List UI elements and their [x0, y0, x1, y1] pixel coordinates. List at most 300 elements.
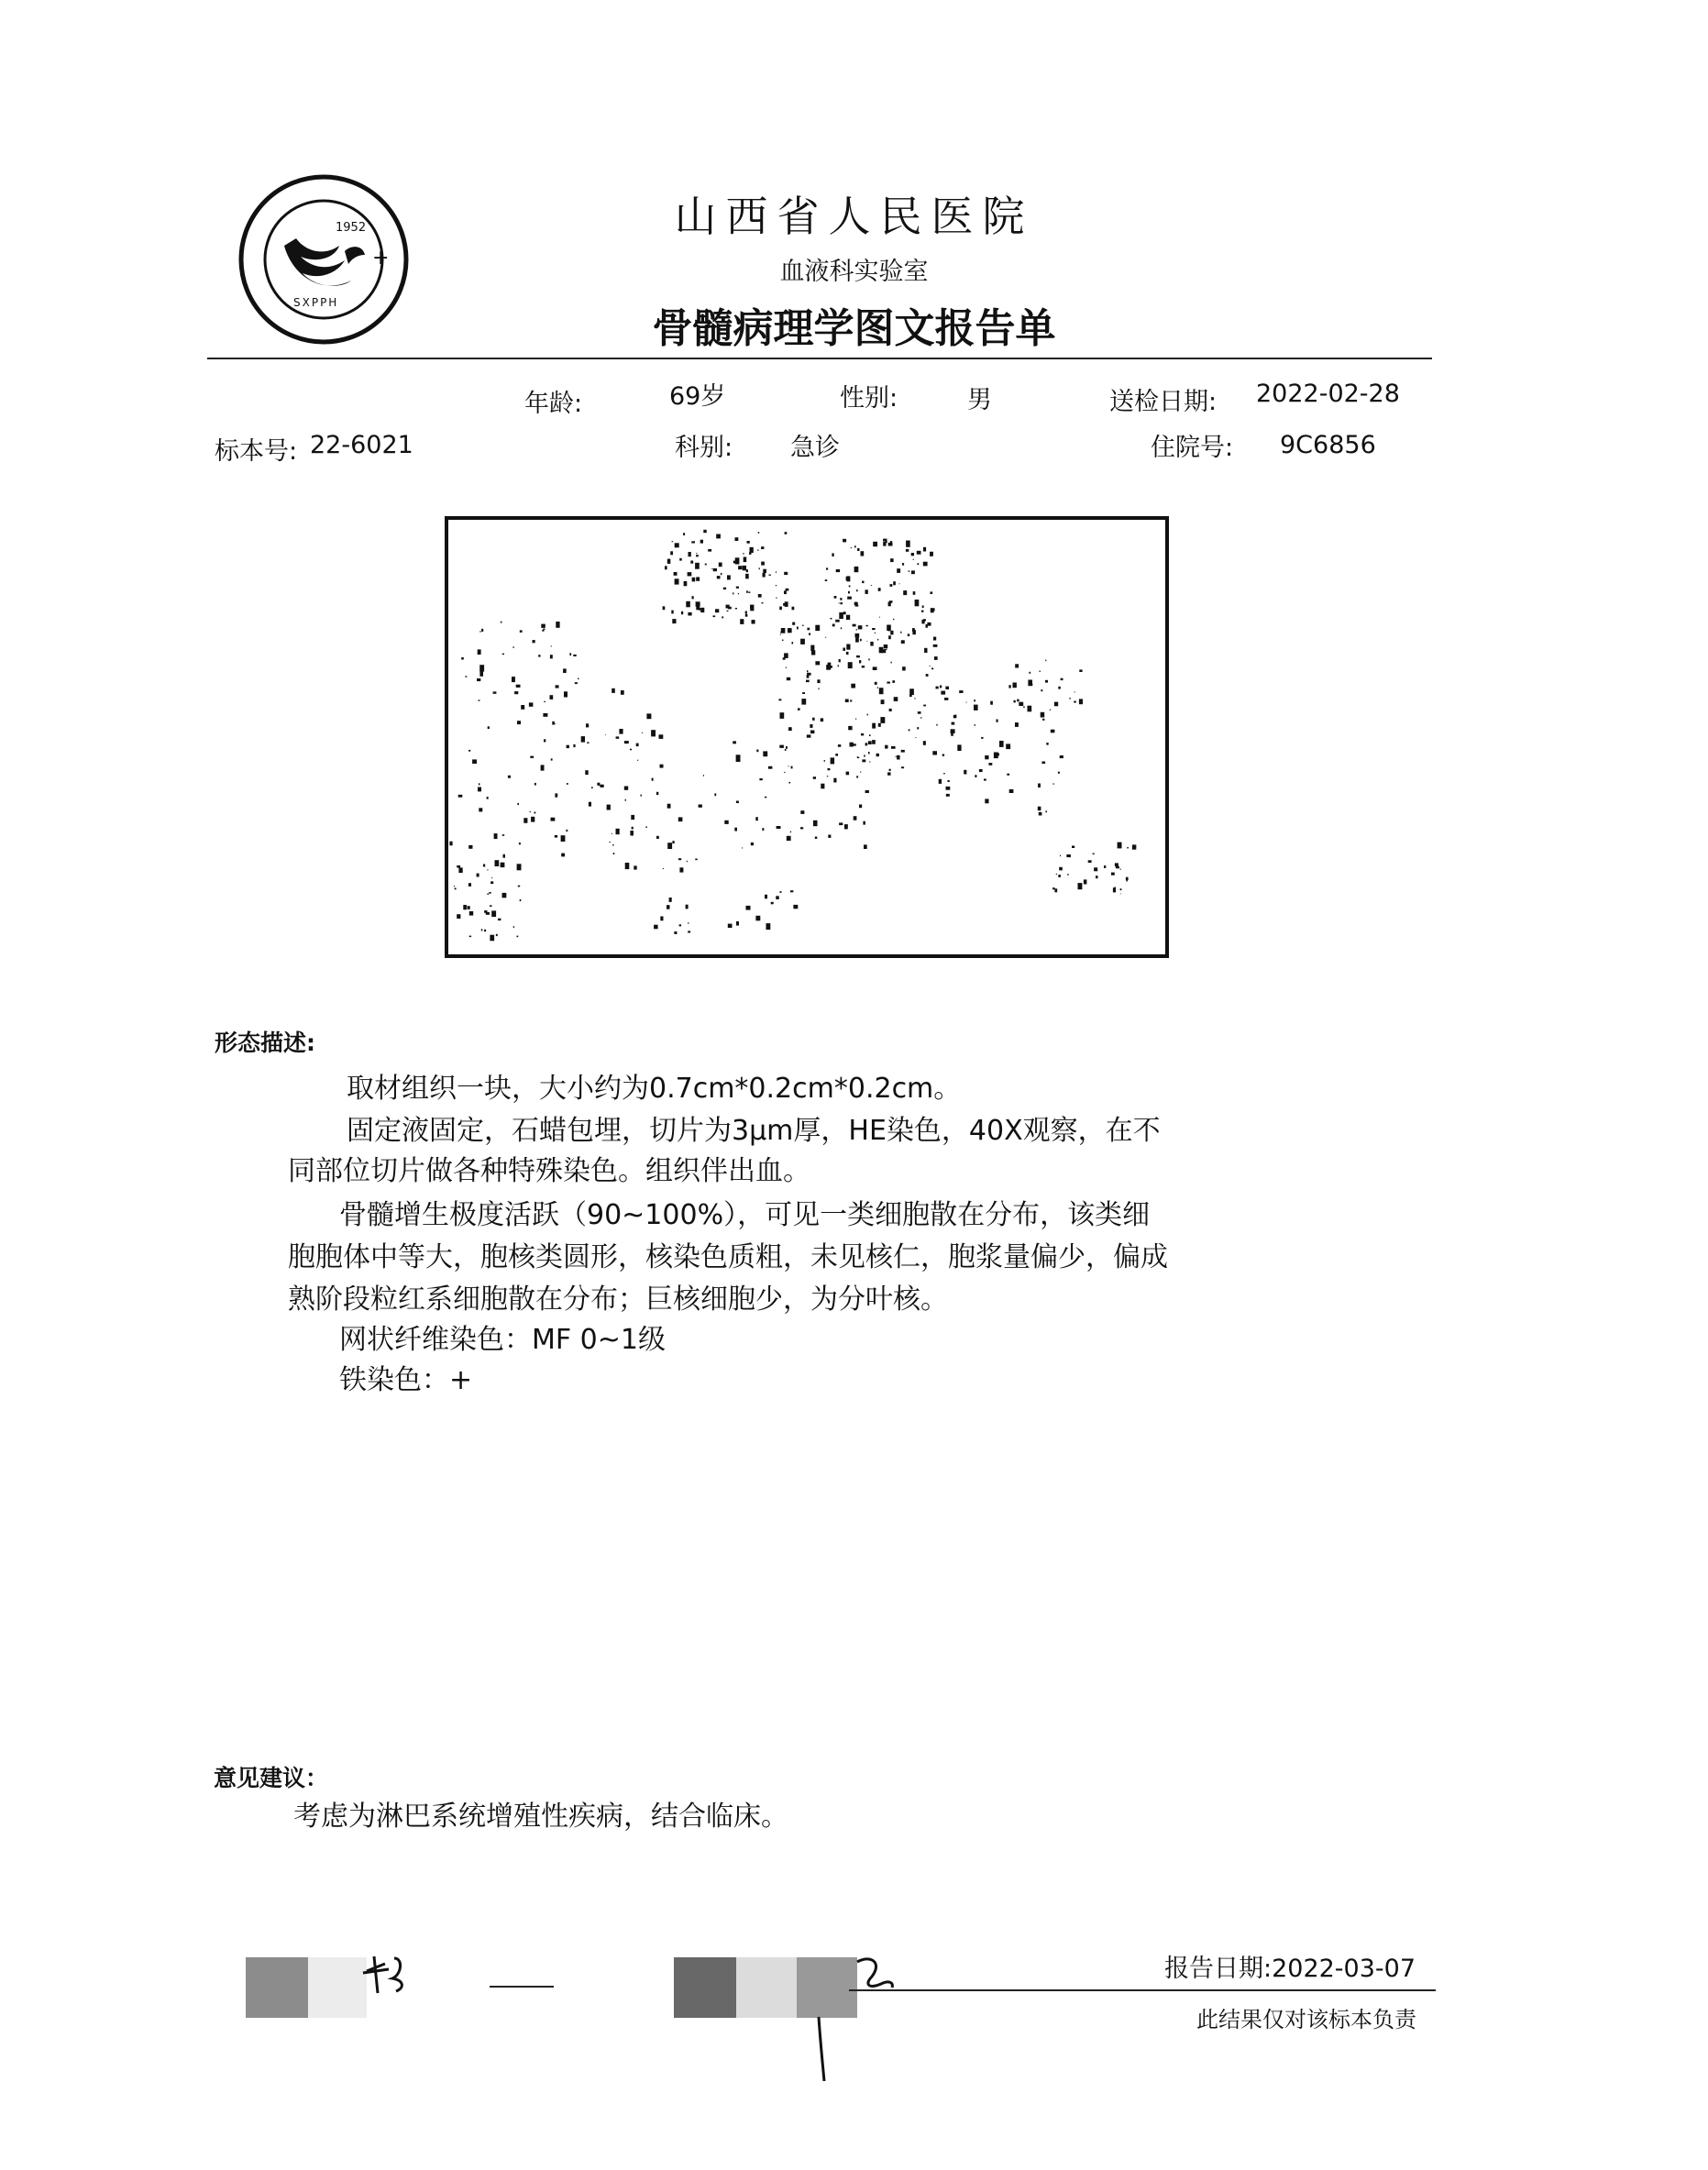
- speckle-mark: [854, 545, 856, 547]
- speckle-mark: [625, 863, 630, 869]
- speckle-mark: [586, 723, 589, 727]
- speckle-mark: [888, 543, 893, 546]
- speckle-mark: [944, 698, 948, 700]
- speckle-mark: [1069, 698, 1070, 699]
- speckle-mark: [908, 633, 909, 636]
- speckle-mark: [903, 590, 907, 595]
- speckle-mark: [1120, 869, 1121, 870]
- speckle-mark: [479, 808, 482, 811]
- age-label: 年龄:: [524, 390, 583, 418]
- speckle-mark: [544, 701, 545, 702]
- speckle-mark: [899, 583, 900, 584]
- speckle-mark: [688, 572, 692, 576]
- speckle-mark: [589, 802, 591, 807]
- speckle-mark: [817, 626, 820, 629]
- speckle-mark: [933, 637, 936, 641]
- speckle-mark: [847, 576, 851, 581]
- speckle-mark: [893, 619, 894, 621]
- speckle-mark: [517, 803, 519, 805]
- speckle-mark: [675, 543, 679, 547]
- speckle-mark: [1006, 744, 1010, 749]
- speckle-mark: [755, 916, 760, 921]
- speckle-mark: [681, 611, 683, 614]
- speckle-mark: [1014, 700, 1016, 703]
- speckle-mark: [478, 788, 481, 792]
- speckle-mark: [838, 744, 841, 747]
- speckle-mark: [531, 817, 534, 822]
- speckle-mark: [927, 622, 931, 626]
- speckle-mark: [931, 668, 933, 670]
- speckle-mark: [1038, 807, 1041, 810]
- speckle-mark: [721, 573, 722, 575]
- speckle-mark: [758, 594, 762, 598]
- speckle-mark: [1111, 873, 1115, 876]
- speckle-mark: [951, 733, 953, 736]
- speckle-mark: [893, 581, 896, 585]
- speckle-mark: [449, 842, 452, 846]
- speckle-mark: [984, 779, 986, 781]
- speckle-mark: [469, 936, 471, 938]
- speckle-mark: [493, 691, 497, 693]
- speckle-mark: [873, 666, 877, 670]
- dept-value: 急诊: [790, 434, 840, 462]
- speckle-mark: [921, 611, 923, 612]
- speckle-mark: [849, 586, 851, 588]
- speckle-mark: [573, 744, 575, 747]
- speckle-mark: [797, 627, 799, 630]
- speckle-mark: [621, 690, 624, 695]
- speckle-mark: [890, 584, 893, 587]
- speckle-mark: [458, 867, 462, 873]
- speckle-mark: [551, 646, 552, 647]
- speckle-mark: [941, 691, 945, 695]
- speckle-mark: [843, 648, 845, 651]
- speckle-mark: [848, 591, 850, 594]
- speckle-mark: [454, 886, 455, 887]
- speckle-mark: [821, 784, 824, 789]
- speckle-mark: [933, 644, 938, 647]
- speckle-mark: [1028, 706, 1032, 712]
- speckle-mark: [781, 628, 786, 633]
- speckle-mark: [867, 714, 868, 716]
- speckle-mark: [911, 570, 915, 574]
- speckle-mark: [884, 644, 888, 648]
- speckle-mark: [792, 607, 795, 611]
- speckle-mark: [490, 935, 494, 942]
- speckle-mark: [502, 654, 504, 655]
- speckle-mark: [691, 541, 695, 543]
- speckle-mark: [841, 627, 842, 629]
- speckle-mark: [478, 649, 481, 655]
- speckle-mark: [1058, 772, 1060, 774]
- speckle-mark: [900, 632, 901, 633]
- speckle-mark: [567, 783, 568, 785]
- speckle-mark: [479, 699, 480, 700]
- dept-label: 科别:: [675, 434, 733, 462]
- speckle-mark: [518, 886, 520, 887]
- speckle-mark: [533, 640, 535, 643]
- speckle-mark: [784, 572, 788, 575]
- morphology-paragraph: 骨髓增生极度活跃（90~100%），可见一类细胞散在分布，该类细: [339, 1199, 1151, 1231]
- speckle-mark: [479, 631, 481, 632]
- speckle-mark: [652, 778, 654, 781]
- speckle-mark: [861, 551, 865, 556]
- speckle-mark: [1009, 789, 1014, 793]
- speckle-mark: [689, 552, 691, 556]
- speckle-mark: [692, 578, 696, 582]
- speckle-mark: [758, 532, 760, 534]
- speckle-mark: [688, 922, 689, 923]
- speckle-mark: [501, 622, 502, 623]
- speckle-mark: [800, 639, 805, 644]
- speckle-mark: [1079, 699, 1083, 704]
- morphology-paragraph: 熟阶段粒红系细胞散在分布；巨核细胞少，为分叶核。: [288, 1283, 948, 1316]
- speckle-mark: [1054, 888, 1057, 892]
- speckle-mark: [776, 598, 777, 599]
- speckle-mark: [788, 628, 792, 633]
- speckle-mark: [923, 562, 928, 567]
- opinion-label: 意见建议：: [214, 1765, 329, 1791]
- speckle-mark: [517, 864, 522, 870]
- speckle-mark: [863, 821, 865, 825]
- speckle-mark: [896, 756, 898, 757]
- speckle-mark: [646, 713, 651, 719]
- speckle-mark: [912, 630, 916, 634]
- speckle-mark: [1045, 680, 1048, 683]
- speckle-mark: [846, 615, 850, 620]
- speckle-mark: [745, 574, 749, 579]
- speckle-mark: [807, 670, 808, 672]
- speckle-mark: [541, 765, 545, 770]
- speckle-mark: [575, 682, 578, 684]
- speckle-mark: [719, 563, 722, 567]
- speckle-mark: [613, 853, 615, 854]
- speckle-mark: [742, 848, 743, 849]
- speckle-mark: [1084, 879, 1087, 884]
- speckle-mark: [490, 881, 493, 884]
- speckle-mark: [926, 674, 929, 677]
- speckle-mark: [486, 912, 490, 915]
- speckle-mark: [787, 677, 790, 680]
- speckle-mark: [894, 697, 898, 701]
- speckle-mark: [887, 772, 890, 775]
- speckle-mark: [885, 745, 887, 749]
- speckle-mark: [552, 721, 555, 725]
- speckle-mark: [690, 561, 693, 564]
- speckle-mark: [825, 637, 826, 638]
- speckle-mark: [495, 860, 500, 866]
- speckle-mark: [752, 620, 755, 623]
- speckle-mark: [826, 665, 831, 670]
- speckle-mark: [1096, 876, 1098, 878]
- speckle-mark: [747, 541, 750, 544]
- speckle-mark: [862, 759, 865, 762]
- speckle-mark: [736, 921, 739, 926]
- speckle-mark: [1013, 683, 1017, 688]
- speckle-mark: [563, 668, 567, 673]
- speckle-mark: [985, 799, 988, 803]
- speckle-mark: [517, 936, 519, 938]
- speckle-mark: [477, 678, 480, 681]
- specimen-value: 22-6021: [310, 431, 413, 459]
- speckle-mark: [736, 755, 741, 762]
- speckle-mark: [1120, 888, 1122, 890]
- speckle-mark: [711, 568, 712, 569]
- speckle-mark: [534, 812, 536, 814]
- speckle-mark: [877, 687, 878, 688]
- speckle-mark: [600, 785, 603, 788]
- speckle-mark: [860, 772, 861, 773]
- speckle-mark: [909, 571, 910, 572]
- speckle-mark: [946, 787, 951, 790]
- speckle-mark: [724, 821, 728, 824]
- speckle-mark: [477, 874, 479, 877]
- speckle-mark: [878, 723, 881, 727]
- speckle-mark: [833, 778, 836, 783]
- speckle-mark: [746, 906, 751, 910]
- speckle-mark: [674, 931, 677, 934]
- speckle-mark: [735, 537, 739, 541]
- speckle-mark: [897, 568, 900, 573]
- speckle-mark: [807, 734, 811, 737]
- speckle-mark: [975, 775, 976, 777]
- speckle-mark: [1039, 812, 1042, 816]
- speckle-mark: [909, 688, 914, 695]
- speckle-mark: [855, 719, 856, 720]
- speckle-mark: [656, 792, 658, 795]
- speckle-mark: [835, 754, 838, 756]
- speckle-mark: [672, 619, 676, 623]
- speckle-mark: [520, 899, 522, 901]
- speckle-mark: [479, 783, 480, 785]
- speckle-mark: [826, 567, 828, 569]
- speckle-mark: [463, 905, 467, 909]
- speckle-mark: [864, 844, 867, 849]
- speckle-mark: [630, 831, 634, 836]
- speckle-mark: [551, 758, 553, 760]
- speckle-mark: [873, 542, 877, 546]
- speckle-mark: [815, 661, 820, 665]
- speckle-mark: [906, 549, 909, 552]
- speckle-mark: [940, 686, 942, 688]
- report-date: 报告日期:2022-03-07: [1164, 1955, 1416, 1983]
- speckle-mark: [815, 837, 818, 840]
- speckle-mark: [915, 600, 920, 606]
- speckle-mark: [663, 868, 664, 869]
- speckle-mark: [776, 571, 777, 572]
- speckle-mark: [491, 910, 496, 917]
- speckle-mark: [952, 722, 955, 725]
- speckle-mark: [869, 762, 870, 763]
- seal-year: 1952: [336, 221, 367, 235]
- speckle-mark: [483, 865, 485, 867]
- speckle-mark: [843, 539, 846, 543]
- speckle-mark: [1030, 684, 1032, 686]
- speckle-mark: [651, 730, 656, 736]
- speckle-mark: [802, 625, 803, 626]
- morphology-label: 形态描述:: [215, 1030, 315, 1056]
- speckle-mark: [1007, 774, 1009, 776]
- speckle-mark: [765, 895, 767, 899]
- speckle-mark: [501, 863, 505, 867]
- speckle-mark: [669, 898, 672, 902]
- speckle-mark: [766, 923, 771, 930]
- svg-text:+: +: [372, 247, 390, 270]
- speckle-mark: [736, 801, 739, 804]
- speckle-mark: [790, 890, 793, 892]
- speckle-mark: [1052, 887, 1054, 889]
- speckle-mark: [771, 902, 774, 905]
- speckle-mark: [862, 581, 864, 584]
- speckle-mark: [827, 776, 829, 777]
- speckle-mark: [472, 759, 477, 764]
- speckle-mark: [513, 926, 514, 928]
- speckle-mark: [514, 691, 518, 694]
- speckle-mark: [778, 699, 781, 700]
- speckle-mark: [457, 914, 460, 919]
- speckle-mark: [909, 729, 910, 731]
- speckle-mark: [512, 677, 515, 682]
- speckle-mark: [807, 673, 811, 676]
- speckle-mark: [888, 601, 891, 606]
- speckle-mark: [825, 579, 828, 581]
- speckle-mark: [762, 828, 764, 831]
- speckle-mark: [455, 888, 457, 890]
- speckle-mark: [1058, 875, 1061, 877]
- speckle-mark: [864, 755, 865, 756]
- speckle-mark: [930, 552, 933, 556]
- speckle-mark: [865, 743, 868, 745]
- speckle-mark: [502, 893, 507, 898]
- speckle-mark: [616, 829, 620, 834]
- speckle-mark: [637, 760, 638, 761]
- speckle-mark: [487, 797, 489, 799]
- speckle-mark: [686, 905, 689, 909]
- speckle-mark: [943, 773, 945, 774]
- speckle-mark: [733, 741, 736, 744]
- speckle-mark: [959, 690, 963, 693]
- speckle-mark: [550, 655, 553, 658]
- speckle-mark: [855, 633, 860, 638]
- speckle-mark: [457, 865, 460, 868]
- speckle-mark: [735, 608, 737, 609]
- speckle-mark: [660, 765, 664, 768]
- speckle-mark: [763, 751, 767, 756]
- department-name: 血液科实验室: [779, 258, 929, 286]
- speckle-mark: [997, 720, 998, 722]
- speckle-mark: [839, 822, 843, 825]
- speckle-mark: [851, 684, 855, 688]
- speckle-mark: [844, 824, 848, 829]
- speckle-mark: [800, 827, 803, 829]
- speckle-mark: [743, 566, 746, 570]
- morphology-paragraph: 取材组织一块，大小约为0.7cm*0.2cm*0.2cm。: [347, 1073, 962, 1105]
- speckle-mark: [858, 757, 860, 758]
- speckle-mark: [542, 630, 544, 632]
- speckle-mark: [561, 835, 566, 842]
- speckle-mark: [1060, 855, 1061, 856]
- speckle-mark: [890, 558, 894, 562]
- redaction-block: [736, 1957, 797, 2018]
- speckle-mark: [705, 564, 707, 566]
- speckle-mark: [692, 596, 694, 599]
- speckle-mark: [1126, 877, 1129, 880]
- speckle-mark: [713, 568, 717, 571]
- inpatient-value: 9C6856: [1280, 431, 1376, 459]
- speckle-mark: [901, 640, 905, 644]
- speckle-mark: [534, 783, 536, 786]
- speckle-mark: [1074, 692, 1075, 693]
- speckle-mark: [791, 766, 793, 769]
- speckle-mark: [745, 611, 747, 614]
- speckle-mark: [845, 699, 849, 703]
- speckle-mark: [1045, 660, 1046, 662]
- speckle-mark: [1113, 887, 1116, 892]
- speckle-mark: [840, 602, 843, 604]
- speckle-mark: [757, 550, 759, 551]
- speckle-mark: [990, 701, 993, 705]
- speckle-mark: [686, 601, 690, 608]
- speckle-mark: [1046, 810, 1047, 812]
- speckle-mark: [988, 763, 992, 766]
- speckle-mark: [865, 589, 868, 594]
- speckle-mark: [587, 742, 589, 744]
- speckle-mark: [461, 657, 464, 660]
- speckle-mark: [722, 616, 723, 618]
- speckle-mark: [468, 750, 470, 752]
- speckle-mark: [964, 770, 966, 775]
- speckle-mark: [974, 699, 975, 701]
- speckle-mark: [839, 603, 840, 604]
- speckle-mark: [866, 625, 868, 627]
- reticulin-stain-result: 网状纤维染色：MF 0~1级: [339, 1324, 666, 1356]
- speckle-mark: [738, 566, 743, 569]
- age-value: 69岁: [669, 382, 726, 411]
- speckle-mark: [1127, 847, 1129, 848]
- speckle-mark: [923, 705, 926, 707]
- speckle-mark: [667, 804, 671, 809]
- speckle-mark: [750, 547, 754, 553]
- speckle-mark: [885, 541, 887, 543]
- sex-value: 男: [967, 386, 992, 414]
- speckle-mark: [1067, 874, 1068, 876]
- iron-stain-result: 铁染色：+: [339, 1364, 473, 1396]
- speckle-mark: [1054, 702, 1058, 707]
- speckle-mark: [872, 628, 876, 630]
- speckle-mark: [883, 539, 887, 542]
- speckle-mark: [667, 843, 672, 849]
- speckle-mark: [556, 622, 559, 628]
- speckle-mark: [612, 844, 614, 845]
- speckle-mark: [854, 567, 859, 572]
- speckle-mark: [855, 637, 859, 642]
- speckle-mark: [846, 652, 849, 655]
- speckle-mark: [674, 572, 678, 576]
- speckle-mark: [543, 713, 547, 717]
- speckle-mark: [714, 793, 716, 796]
- speckle-mark: [632, 827, 634, 830]
- speckle-mark: [660, 917, 663, 921]
- speckle-mark: [769, 575, 771, 576]
- speckle-mark: [1132, 844, 1136, 849]
- morphology-paragraph: 胞胞体中等大，胞核类圆形，核染色质粗，未见核仁，胞浆量偏少，偏成: [288, 1241, 1168, 1273]
- speckle-mark: [875, 682, 877, 685]
- opinion-text: 考虑为淋巴系统增殖性疾病，结合临床。: [293, 1801, 788, 1833]
- speckle-mark: [727, 575, 731, 579]
- speckle-mark: [906, 541, 910, 547]
- speckle-mark: [585, 770, 588, 775]
- speckle-mark: [939, 779, 942, 784]
